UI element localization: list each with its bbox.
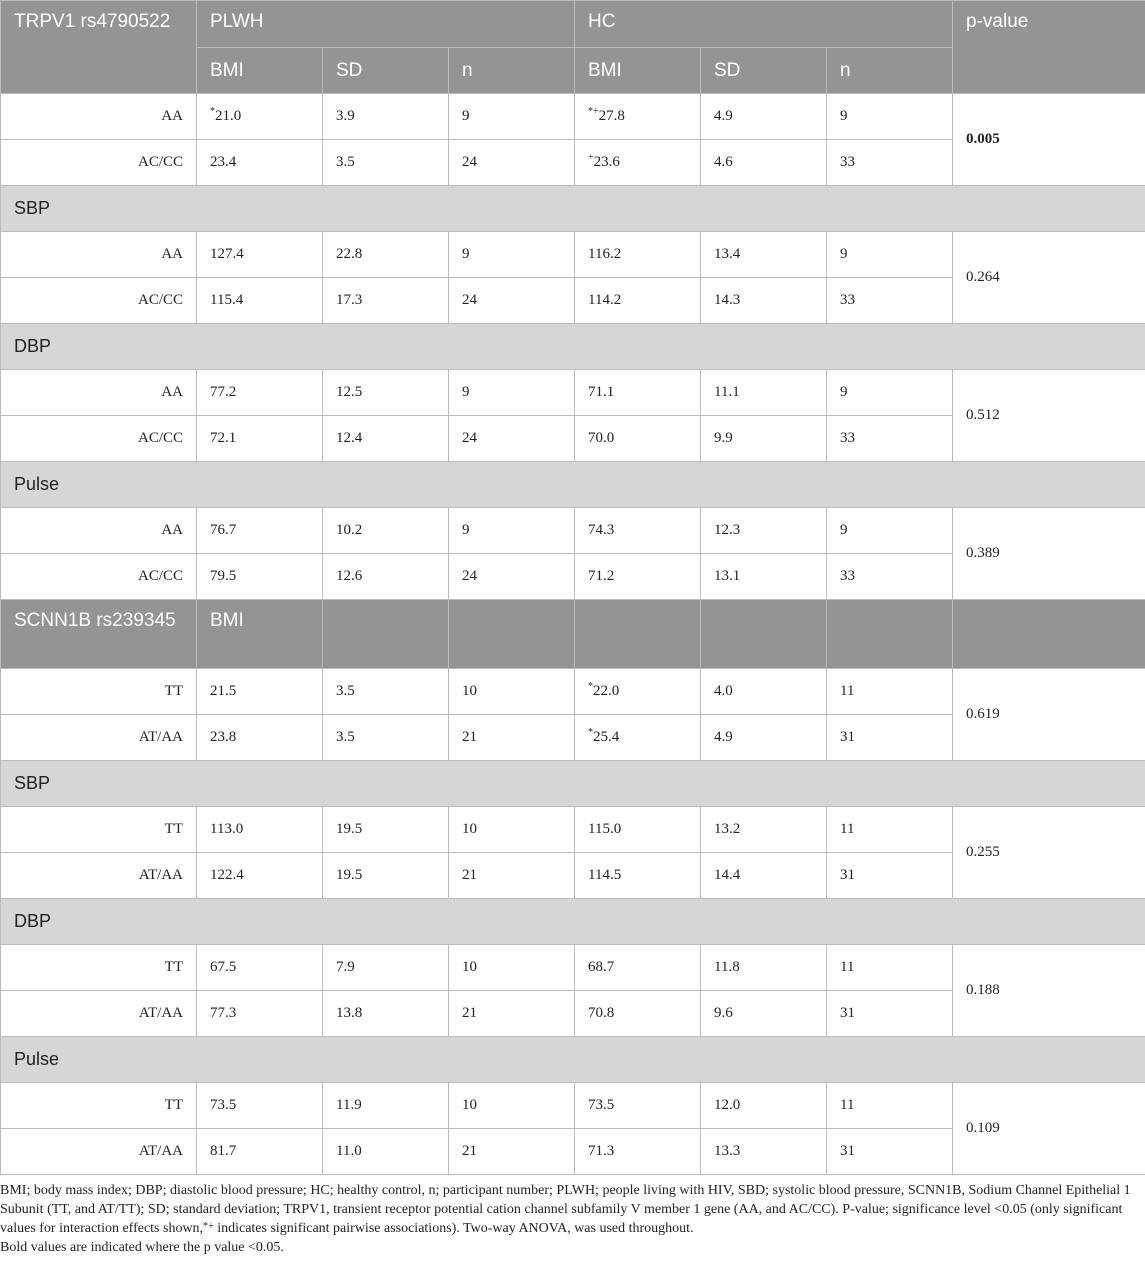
section-label-sbp: SBP [1, 761, 1145, 807]
value-cell: 72.1 [197, 416, 323, 462]
value-cell: 127.4 [197, 232, 323, 278]
value-cell: 9 [827, 232, 953, 278]
value-cell: 115.0 [575, 807, 701, 853]
value-cell: 9.9 [701, 416, 827, 462]
significance-marker: * [210, 106, 215, 117]
value-cell: 23.4 [197, 140, 323, 186]
header-empty-cell [827, 600, 953, 669]
genotype-cell: AA [1, 508, 197, 554]
value-cell: 3.9 [323, 94, 449, 140]
header-empty-cell [953, 600, 1145, 669]
value-cell: 67.5 [197, 945, 323, 991]
value-cell: 9 [449, 508, 575, 554]
value-cell: 22.8 [323, 232, 449, 278]
pvalue-cell: 0.005 [953, 94, 1145, 186]
value-cell: 17.3 [323, 278, 449, 324]
subheader-bmi: BMI [575, 48, 701, 94]
value-cell: 11.0 [323, 1129, 449, 1175]
section-label-dbp: DBP [1, 324, 1145, 370]
subheader-sd: SD [701, 48, 827, 94]
value-cell: 21.5 [197, 669, 323, 715]
value-cell: 114.5 [575, 853, 701, 899]
header-hc: HC [575, 1, 953, 48]
value-cell: 19.5 [323, 853, 449, 899]
value-cell: 68.7 [575, 945, 701, 991]
genotype-cell: AA [1, 94, 197, 140]
footnote-bold-note: Bold values are indicated where the p value <0.05. [0, 1240, 284, 1255]
table-row [1, 232, 1145, 278]
value-cell: 12.6 [323, 554, 449, 600]
significance-marker: *+ [203, 1221, 214, 1232]
value-cell: 71.3 [575, 1129, 701, 1175]
value-cell: 7.9 [323, 945, 449, 991]
subheader-n: n [827, 48, 953, 94]
value-cell: *25.4 [575, 715, 701, 761]
value-cell: 73.5 [197, 1083, 323, 1129]
header-empty-cell [449, 600, 575, 669]
genotype-cell: AA [1, 232, 197, 278]
value-cell: 13.8 [323, 991, 449, 1037]
table-row [1, 807, 1145, 853]
significance-marker: * [588, 681, 593, 692]
value-cell: 13.3 [701, 1129, 827, 1175]
value-cell: 21 [449, 853, 575, 899]
genotype-cell: TT [1, 945, 197, 991]
value-cell: 31 [827, 715, 953, 761]
value-cell: 3.5 [323, 669, 449, 715]
genotype-cell: AC/CC [1, 140, 197, 186]
value-cell: 12.3 [701, 508, 827, 554]
value-cell: *+27.8 [575, 94, 701, 140]
value-cell: 21 [449, 991, 575, 1037]
value-cell: 12.4 [323, 416, 449, 462]
pvalue-cell: 0.389 [953, 508, 1145, 600]
value-cell: 31 [827, 853, 953, 899]
value-cell: 4.9 [701, 715, 827, 761]
value-cell: 4.0 [701, 669, 827, 715]
value-cell: 31 [827, 991, 953, 1037]
header-empty-cell [323, 600, 449, 669]
value-cell: 70.0 [575, 416, 701, 462]
footnote-abbreviations: BMI; body mass index; DBP; diastolic blood pressure; HC; healthy control, n; participant number; PLWH; people living with HIV, SBD; systolic blood pressure, SCNN1B, Sodium Channel Epithelial 1 Subunit (TT, and AT/TT); SD; standard deviation; TRPV1, transient receptor potential cation channel subfamily V member 1 gene (AA, and AC/CC). P-value; significance level <0.05 (only significant values for interaction effects shown,*+ indicates significant pairwise associations). Two-way ANOVA, was used throughout. [0, 1183, 1131, 1236]
value-cell: 33 [827, 278, 953, 324]
value-cell: 10 [449, 669, 575, 715]
value-cell: 11 [827, 1083, 953, 1129]
genotype-cell: AC/CC [1, 416, 197, 462]
value-cell: 10 [449, 1083, 575, 1129]
value-cell: 9 [827, 94, 953, 140]
value-cell: 11 [827, 669, 953, 715]
value-cell: 11.1 [701, 370, 827, 416]
value-cell: 9 [449, 94, 575, 140]
value-cell: 115.4 [197, 278, 323, 324]
value-cell: *22.0 [575, 669, 701, 715]
value-cell: 116.2 [575, 232, 701, 278]
value-cell: 9.6 [701, 991, 827, 1037]
value-cell: 9 [827, 370, 953, 416]
value-cell: 31 [827, 1129, 953, 1175]
header-gene-scnn1b: SCNN1B rs239345 [1, 600, 197, 669]
value-cell: 12.0 [701, 1083, 827, 1129]
genotype-cell: AC/CC [1, 554, 197, 600]
pvalue-cell: 0.264 [953, 232, 1145, 324]
value-cell: 4.9 [701, 94, 827, 140]
value-cell: 77.2 [197, 370, 323, 416]
table-footnote [0, 1181, 1135, 1257]
value-cell: 113.0 [197, 807, 323, 853]
value-cell: +23.6 [575, 140, 701, 186]
subheader-n: n [449, 48, 575, 94]
value-cell: 71.2 [575, 554, 701, 600]
table-row [1, 508, 1145, 554]
value-cell: 11 [827, 945, 953, 991]
genotype-cell: AT/AA [1, 1129, 197, 1175]
value-cell: 13.2 [701, 807, 827, 853]
pvalue-cell: 0.188 [953, 945, 1145, 1037]
table-row [1, 94, 1145, 140]
genotype-cell: TT [1, 807, 197, 853]
value-cell: 71.1 [575, 370, 701, 416]
value-cell: 12.5 [323, 370, 449, 416]
pvalue-cell: 0.619 [953, 669, 1145, 761]
value-cell: 77.3 [197, 991, 323, 1037]
value-cell: 76.7 [197, 508, 323, 554]
significance-marker: *+ [588, 106, 599, 117]
value-cell: 4.6 [701, 140, 827, 186]
value-cell: 13.1 [701, 554, 827, 600]
value-cell: 10.2 [323, 508, 449, 554]
value-cell: 11.9 [323, 1083, 449, 1129]
value-cell: 33 [827, 554, 953, 600]
header-pvalue: p-value [953, 1, 1145, 94]
value-cell: 33 [827, 140, 953, 186]
genotype-cell: TT [1, 1083, 197, 1129]
value-cell: 14.3 [701, 278, 827, 324]
value-cell: 114.2 [575, 278, 701, 324]
header-gene-trpv1: TRPV1 rs4790522 [1, 1, 197, 94]
section-label-sbp: SBP [1, 186, 1145, 232]
value-cell: 11 [827, 807, 953, 853]
table-row [1, 945, 1145, 991]
genotype-cell: TT [1, 669, 197, 715]
value-cell: 13.4 [701, 232, 827, 278]
value-cell: 11.8 [701, 945, 827, 991]
value-cell: 19.5 [323, 807, 449, 853]
pvalue-cell: 0.109 [953, 1083, 1145, 1175]
header-empty-cell [575, 600, 701, 669]
value-cell: 73.5 [575, 1083, 701, 1129]
value-cell: *21.0 [197, 94, 323, 140]
value-cell: 23.8 [197, 715, 323, 761]
value-cell: 24 [449, 416, 575, 462]
genotype-cell: AT/AA [1, 715, 197, 761]
genotype-cell: AT/AA [1, 991, 197, 1037]
value-cell: 9 [827, 508, 953, 554]
value-cell: 79.5 [197, 554, 323, 600]
table-row [1, 370, 1145, 416]
pvalue-cell: 0.255 [953, 807, 1145, 899]
section-label-pulse: Pulse [1, 462, 1145, 508]
genotype-cell: AT/AA [1, 853, 197, 899]
value-cell: 21 [449, 1129, 575, 1175]
subheader-bmi: BMI [197, 48, 323, 94]
section-label-pulse: Pulse [1, 1037, 1145, 1083]
subheader-bmi: BMI [197, 600, 323, 669]
value-cell: 3.5 [323, 715, 449, 761]
section-label-dbp: DBP [1, 899, 1145, 945]
significance-marker: * [588, 727, 593, 738]
value-cell: 10 [449, 945, 575, 991]
pvalue-cell: 0.512 [953, 370, 1145, 462]
value-cell: 3.5 [323, 140, 449, 186]
value-cell: 33 [827, 416, 953, 462]
value-cell: 24 [449, 554, 575, 600]
header-plwh: PLWH [197, 1, 575, 48]
subheader-sd: SD [323, 48, 449, 94]
genotype-cell: AC/CC [1, 278, 197, 324]
value-cell: 9 [449, 232, 575, 278]
value-cell: 9 [449, 370, 575, 416]
significance-marker: + [588, 152, 594, 163]
table-row [1, 1083, 1145, 1129]
value-cell: 24 [449, 278, 575, 324]
value-cell: 10 [449, 807, 575, 853]
table-row [1, 669, 1145, 715]
value-cell: 14.4 [701, 853, 827, 899]
header-empty-cell [701, 600, 827, 669]
value-cell: 81.7 [197, 1129, 323, 1175]
value-cell: 24 [449, 140, 575, 186]
value-cell: 70.8 [575, 991, 701, 1037]
value-cell: 21 [449, 715, 575, 761]
value-cell: 74.3 [575, 508, 701, 554]
value-cell: 122.4 [197, 853, 323, 899]
genotype-cell: AA [1, 370, 197, 416]
